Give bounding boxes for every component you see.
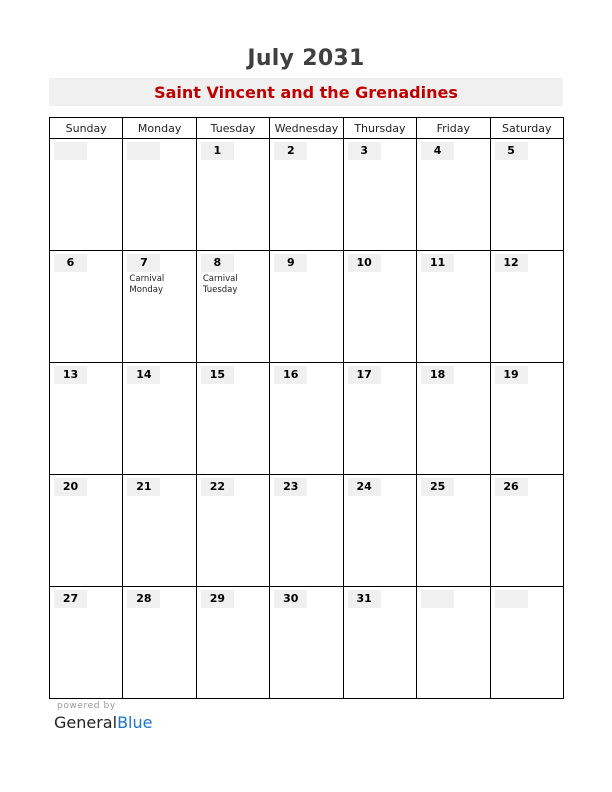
day-number-placeholder xyxy=(54,142,87,160)
day-cell-9 xyxy=(270,251,343,363)
day-number-placeholder xyxy=(495,590,528,608)
holiday-label xyxy=(129,274,164,296)
country-name: Saint Vincent and the Grenadines xyxy=(154,83,458,102)
day-number: 14 xyxy=(127,366,160,384)
calendar-grid xyxy=(49,117,564,699)
day-number: 22 xyxy=(201,478,234,496)
empty-day-cell xyxy=(490,587,563,699)
weekday-sunday: Sunday xyxy=(50,118,123,139)
day-cell-4 xyxy=(417,139,490,251)
day-number: 26 xyxy=(495,478,528,496)
day-cell-11 xyxy=(417,251,490,363)
day-number: 4 xyxy=(421,142,454,160)
day-cell-31 xyxy=(343,587,416,699)
day-number: 11 xyxy=(421,254,454,272)
week-row xyxy=(50,251,564,363)
day-cell-26 xyxy=(490,475,563,587)
day-cell-7 xyxy=(123,251,196,363)
empty-day-cell xyxy=(417,587,490,699)
day-cell-19 xyxy=(490,363,563,475)
day-number: 19 xyxy=(495,366,528,384)
day-cell-14 xyxy=(123,363,196,475)
day-cell-23 xyxy=(270,475,343,587)
day-cell-27 xyxy=(50,587,123,699)
day-number: 3 xyxy=(348,142,381,160)
weekday-tuesday: Tuesday xyxy=(196,118,269,139)
empty-day-cell xyxy=(123,139,196,251)
day-number: 12 xyxy=(495,254,528,272)
day-cell-12 xyxy=(490,251,563,363)
weekday-monday: Monday xyxy=(123,118,196,139)
day-number: 21 xyxy=(127,478,160,496)
day-number: 10 xyxy=(348,254,381,272)
day-cell-13 xyxy=(50,363,123,475)
logo-general: General xyxy=(54,713,118,732)
weekday-thursday: Thursday xyxy=(343,118,416,139)
day-number: 17 xyxy=(348,366,381,384)
weekday-wednesday: Wednesday xyxy=(270,118,343,139)
day-number: 20 xyxy=(54,478,87,496)
day-number: 6 xyxy=(54,254,87,272)
day-number: 28 xyxy=(127,590,160,608)
day-number: 29 xyxy=(201,590,234,608)
day-cell-30 xyxy=(270,587,343,699)
day-cell-22 xyxy=(196,475,269,587)
day-cell-16 xyxy=(270,363,343,475)
holiday-label xyxy=(203,274,238,296)
day-cell-1 xyxy=(196,139,269,251)
weekday-saturday: Saturday xyxy=(490,118,563,139)
generalblue-logo xyxy=(54,713,152,732)
day-number: 24 xyxy=(348,478,381,496)
weekday-header-row xyxy=(50,118,564,139)
country-banner xyxy=(49,78,563,106)
holiday-label-line: Carnival xyxy=(129,274,165,284)
day-number: 25 xyxy=(421,478,454,496)
week-row xyxy=(50,139,564,251)
page-title: July 2031 xyxy=(247,46,365,71)
day-number: 16 xyxy=(274,366,307,384)
weekday-friday: Friday xyxy=(417,118,490,139)
day-cell-21 xyxy=(123,475,196,587)
holiday-label-line: Monday xyxy=(129,285,163,295)
day-number: 13 xyxy=(54,366,87,384)
day-number: 2 xyxy=(274,142,307,160)
day-number: 8 xyxy=(201,254,234,272)
day-cell-28 xyxy=(123,587,196,699)
week-row xyxy=(50,587,564,699)
day-number: 23 xyxy=(274,478,307,496)
day-cell-24 xyxy=(343,475,416,587)
day-number: 30 xyxy=(274,590,307,608)
day-cell-17 xyxy=(343,363,416,475)
powered-by-label: powered by xyxy=(57,701,116,711)
day-number: 27 xyxy=(54,590,87,608)
day-cell-29 xyxy=(196,587,269,699)
day-number: 18 xyxy=(421,366,454,384)
day-cell-15 xyxy=(196,363,269,475)
week-row xyxy=(50,363,564,475)
day-cell-6 xyxy=(50,251,123,363)
day-cell-10 xyxy=(343,251,416,363)
day-cell-5 xyxy=(490,139,563,251)
day-cell-8 xyxy=(196,251,269,363)
day-cell-3 xyxy=(343,139,416,251)
week-row xyxy=(50,475,564,587)
day-number: 1 xyxy=(201,142,234,160)
day-cell-25 xyxy=(417,475,490,587)
day-number: 31 xyxy=(348,590,381,608)
day-number: 15 xyxy=(201,366,234,384)
empty-day-cell xyxy=(50,139,123,251)
holiday-label-line: Tuesday xyxy=(202,285,238,295)
day-number: 5 xyxy=(495,142,528,160)
day-number-placeholder xyxy=(127,142,160,160)
holiday-label-line: Carnival xyxy=(202,274,238,284)
day-cell-18 xyxy=(417,363,490,475)
day-number: 7 xyxy=(127,254,160,272)
day-cell-20 xyxy=(50,475,123,587)
day-cell-2 xyxy=(270,139,343,251)
day-number: 9 xyxy=(274,254,307,272)
day-number-placeholder xyxy=(421,590,454,608)
logo-blue: Blue xyxy=(117,713,153,732)
